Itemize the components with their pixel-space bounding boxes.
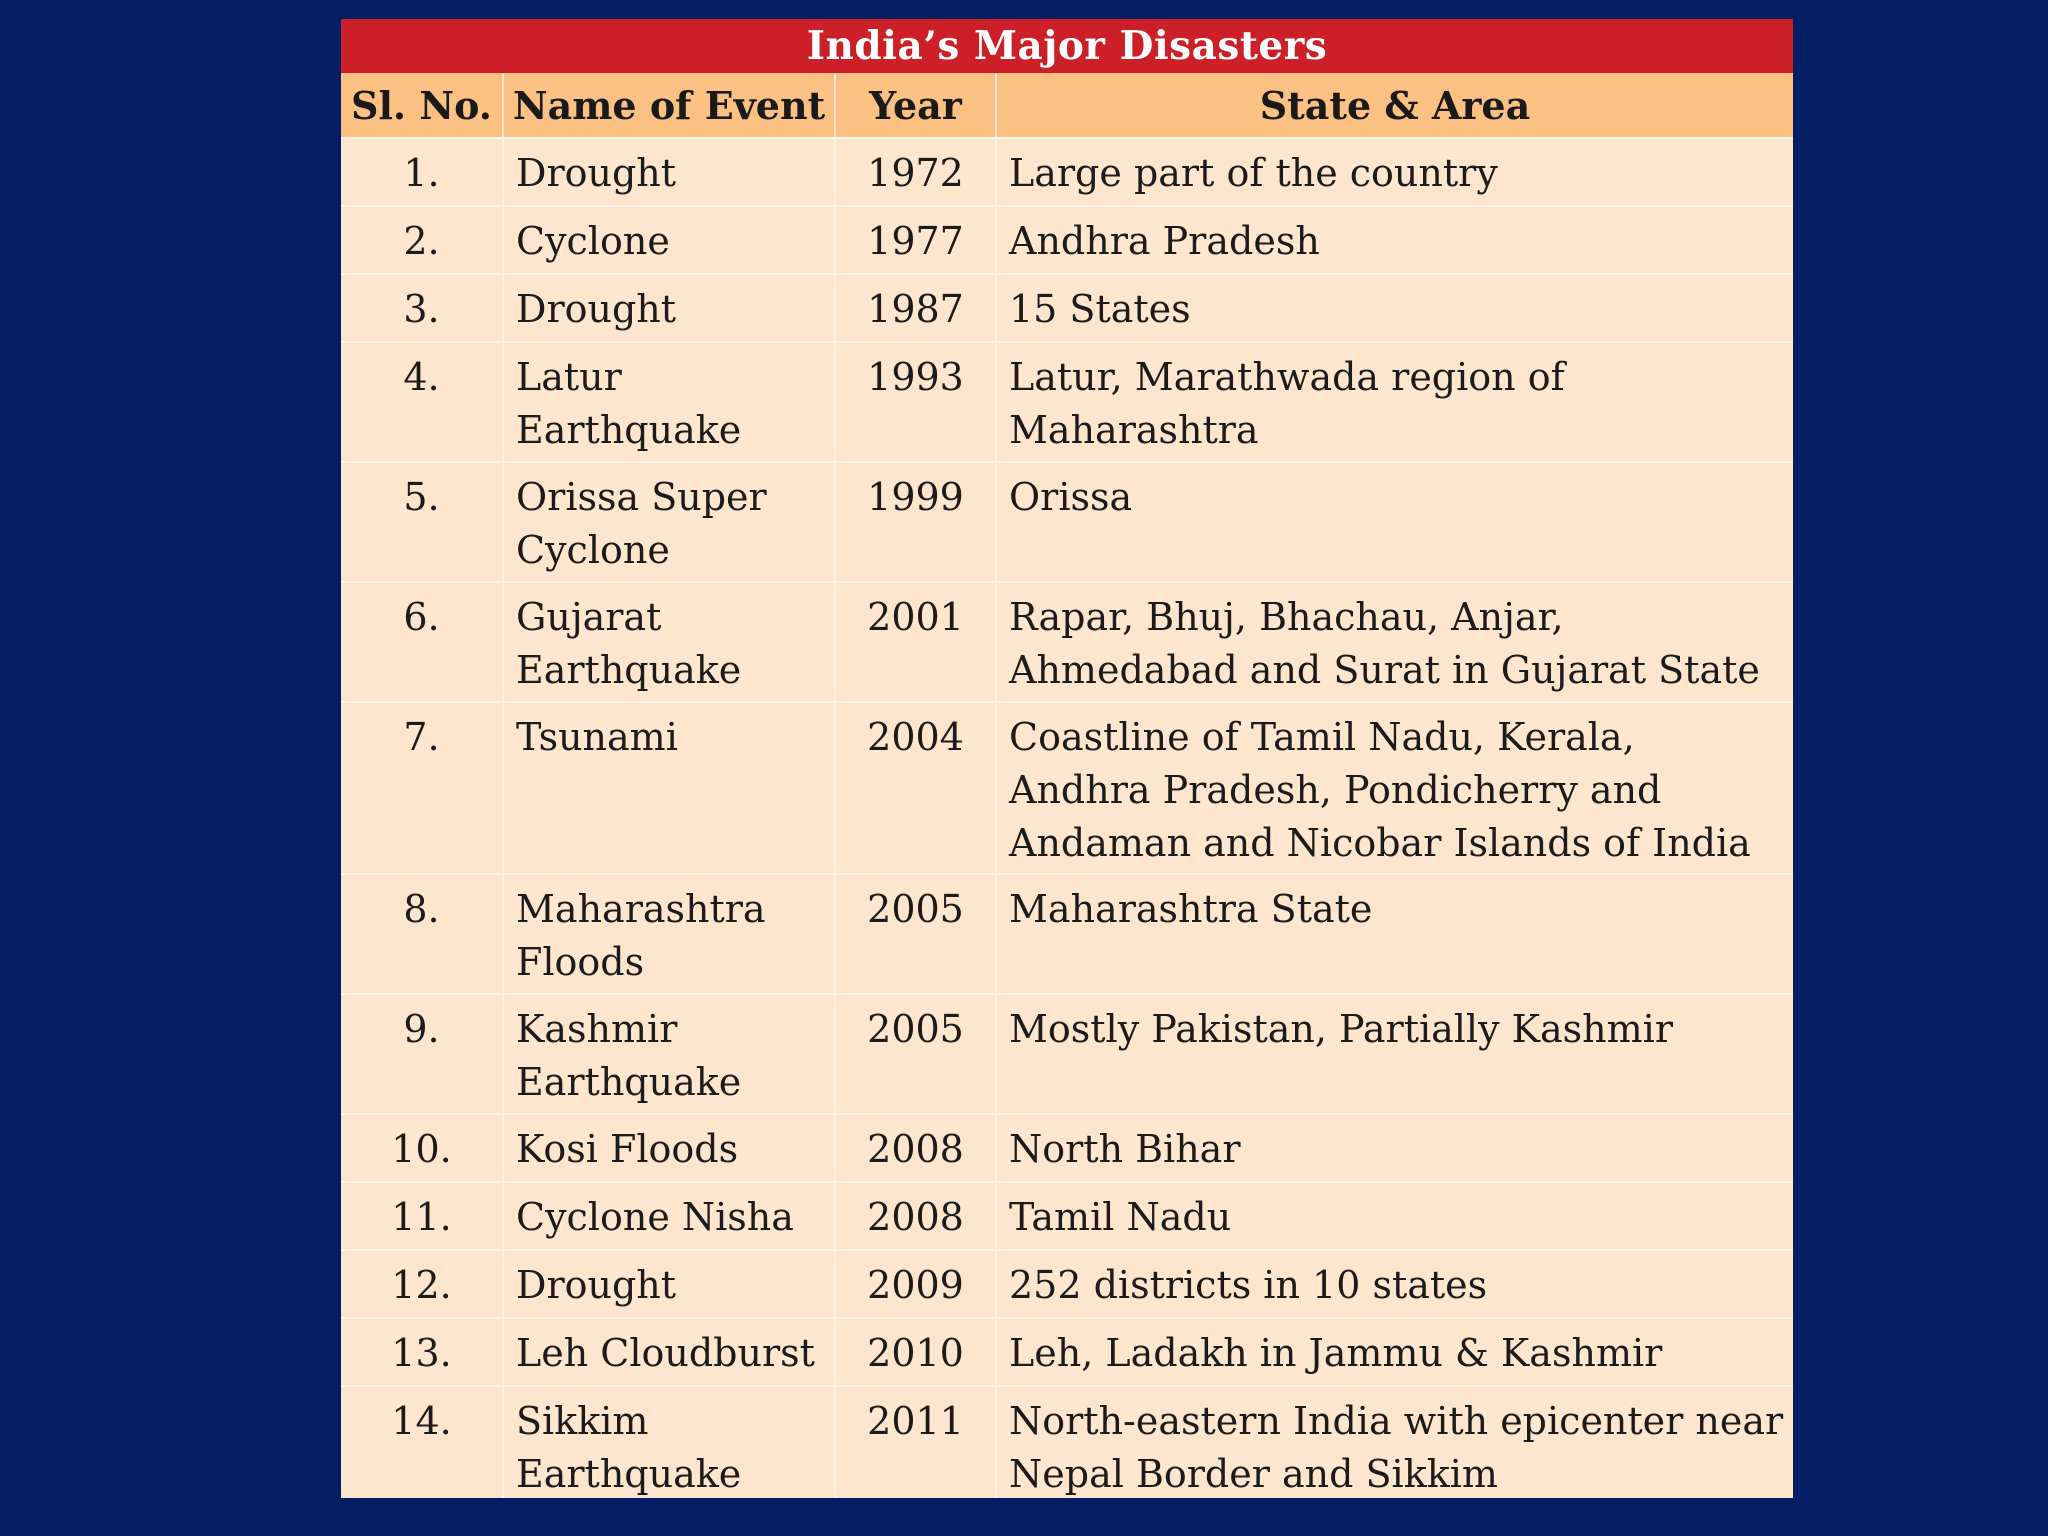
table-row: [341, 341, 1793, 461]
header-sl-no: Sl. No.: [341, 73, 504, 137]
row-area: Coastline of Tamil Nadu, Kerala, Andhra Pradesh, Pondicherry and Andaman and Nicobar Islands of India: [1009, 715, 1751, 865]
row-year: 2008: [836, 1183, 997, 1249]
row-number: 10.: [341, 1115, 504, 1181]
row-year: 1993: [836, 343, 997, 461]
row-number: 13.: [341, 1319, 504, 1385]
table-row: [341, 205, 1793, 273]
row-number: 3.: [341, 275, 504, 341]
row-event: Cyclone Nisha: [504, 1183, 836, 1249]
table-body: [341, 137, 1793, 1498]
row-area: North-eastern India with epicenter near Nepal Border and Sikkim: [1009, 1399, 1784, 1496]
table-row: [341, 1385, 1793, 1498]
row-event: Latur Earthquake: [504, 343, 836, 461]
row-event: Drought: [504, 1251, 836, 1317]
row-area: Rapar, Bhuj, Bhachau, Anjar, Ahmedabad and Surat in Gujarat State: [1009, 595, 1760, 692]
row-event: Orissa Super Cyclone: [504, 463, 836, 581]
row-year: 2001: [836, 583, 997, 701]
row-area: Large part of the country: [1009, 151, 1498, 195]
row-year: 2004: [836, 703, 997, 873]
row-number: 2.: [341, 207, 504, 273]
row-area: 15 States: [1009, 287, 1191, 331]
row-year: 2005: [836, 875, 997, 993]
row-area: Tamil Nadu: [1009, 1195, 1232, 1239]
table-row: [341, 137, 1793, 205]
table-row: [341, 1317, 1793, 1385]
row-event: Leh Cloudburst: [504, 1319, 836, 1385]
row-event: Drought: [504, 139, 836, 205]
row-event: Maharashtra Floods: [504, 875, 836, 993]
row-event: Cyclone: [504, 207, 836, 273]
table-row: [341, 273, 1793, 341]
row-number: 9.: [341, 995, 504, 1113]
row-year: 2009: [836, 1251, 997, 1317]
row-area: 252 districts in 10 states: [1009, 1263, 1488, 1307]
header-year: Year: [836, 73, 997, 137]
table-row: [341, 873, 1793, 993]
row-event: Tsunami: [504, 703, 836, 873]
row-area: Leh, Ladakh in Jammu & Kashmir: [1009, 1331, 1663, 1375]
row-event: Drought: [504, 275, 836, 341]
row-year: 1999: [836, 463, 997, 581]
table-row: [341, 461, 1793, 581]
row-event: Kosi Floods: [504, 1115, 836, 1181]
disasters-table: [341, 19, 1793, 1498]
row-year: 1977: [836, 207, 997, 273]
table-row: [341, 1113, 1793, 1181]
row-number: 5.: [341, 463, 504, 581]
row-number: 1.: [341, 139, 504, 205]
row-area: Andhra Pradesh: [1009, 219, 1320, 263]
row-area: Mostly Pakistan, Partially Kashmir: [1009, 1007, 1673, 1051]
row-area: Latur, Marathwada region of Maharashtra: [1009, 355, 1565, 452]
row-year: 2008: [836, 1115, 997, 1181]
row-area: North Bihar: [1009, 1127, 1241, 1171]
row-number: 14.: [341, 1387, 504, 1498]
row-event: Kashmir Earthquake: [504, 995, 836, 1113]
row-number: 8.: [341, 875, 504, 993]
table-row: [341, 581, 1793, 701]
row-year: 2010: [836, 1319, 997, 1385]
row-area: Orissa: [1009, 475, 1133, 519]
row-event: Gujarat Earthquake: [504, 583, 836, 701]
header-event: Name of Event: [504, 73, 836, 137]
row-year: 1987: [836, 275, 997, 341]
table-row: [341, 993, 1793, 1113]
row-number: 6.: [341, 583, 504, 701]
table-header: [341, 73, 1793, 137]
table-row: [341, 701, 1793, 873]
row-number: 4.: [341, 343, 504, 461]
header-area: State & Area: [1259, 82, 1531, 128]
row-number: 11.: [341, 1183, 504, 1249]
row-number: 7.: [341, 703, 504, 873]
row-year: 2005: [836, 995, 997, 1113]
table-row: [341, 1249, 1793, 1317]
row-area: Maharashtra State: [1009, 887, 1373, 931]
row-event: Sikkim Earthquake: [504, 1387, 836, 1498]
row-number: 12.: [341, 1251, 504, 1317]
row-year: 2011: [836, 1387, 997, 1498]
table-row: [341, 1181, 1793, 1249]
table-title: India’s Major Disasters: [341, 19, 1793, 73]
row-year: 1972: [836, 139, 997, 205]
